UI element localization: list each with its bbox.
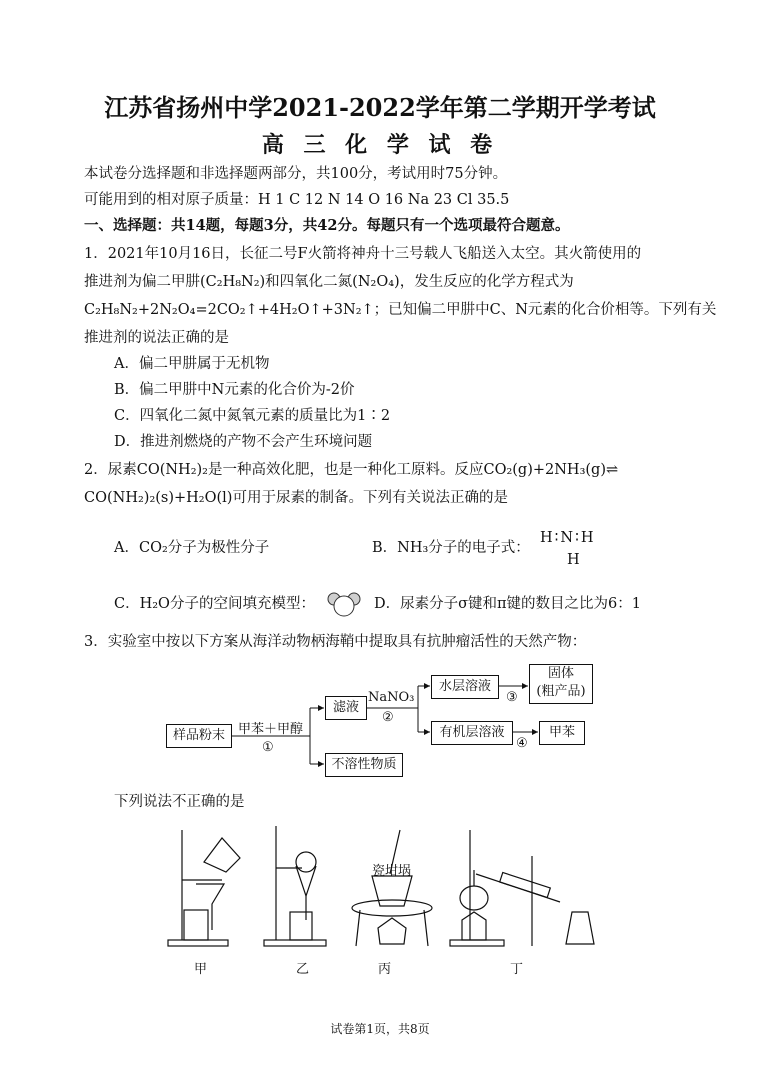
step-1-label: ①: [262, 740, 274, 755]
step-2-label: ②: [382, 710, 394, 725]
page-title: 江苏省扬州中学2021-2022学年第二学期开学考试: [104, 93, 656, 122]
step-4-label: ④: [516, 736, 528, 751]
step-3-label: ③: [506, 690, 518, 705]
toluene-box: 甲苯: [539, 721, 585, 745]
q1-line-2: 推进剂为偏二甲肼(C₂H₈N₂)和四氧化二氮(N₂O₄)，发生反应的化学方程式为: [84, 274, 574, 290]
crucible-label: 瓷坩埚: [372, 864, 412, 879]
q1-option-a: A．偏二甲肼属于无机物: [114, 356, 270, 372]
organic-layer-box: 有机层溶液: [431, 721, 513, 745]
q1-line-1: 1．2021年10月16日，长征二号F火箭将神舟十三号载人飞船送入太空。其火箭使用的: [84, 246, 642, 262]
apparatus-label-yi: 乙: [296, 962, 310, 977]
q2-option-b: B．NH₃分子的电子式：: [372, 540, 530, 556]
insoluble-box: 不溶性物质: [325, 753, 403, 777]
q3-line-1: 3．实验室中按以下方案从海洋动物柄海鞘中提取具有抗肿瘤活性的天然产物：: [84, 634, 587, 650]
reagent-toluene-methanol: 甲苯＋甲醇: [238, 722, 304, 737]
reagent-nano3: NaNO₃: [368, 690, 415, 705]
solid-label: 固体: [547, 666, 574, 681]
q2-line-1: 2．尿素CO(NH₂)₂是一种高效化肥，也是一种化工原料。反应CO₂(g)+2NH₃(g)⇌: [84, 462, 619, 478]
aqueous-layer-box: 水层溶液: [431, 675, 499, 699]
q1-option-b: B．偏二甲肼中N元素的化合价为-2价: [114, 382, 355, 398]
page-footer: 试卷第1页，共8页: [330, 1022, 430, 1036]
q2-option-a: A．CO₂分子为极性分子: [114, 540, 270, 556]
filtrate-box: 滤液: [325, 696, 367, 720]
q1-option-d: D．推进剂燃烧的产物不会产生环境问题: [114, 434, 373, 450]
q1-option-c: C．四氧化二氮中氮氧元素的质量比为1∶2: [114, 408, 391, 424]
q2-option-d: D．尿素分子σ键和π键的数目之比为6：1: [374, 596, 642, 612]
nh3-electron-formula: H∶N∶H: [540, 530, 596, 546]
q2-line-2: CO(NH₂)₂(s)+H₂O(l)可用于尿素的制备。下列有关说法正确的是: [84, 490, 508, 506]
sample-powder-box: 样品粉末: [166, 724, 232, 748]
crude-product-label: (粗产品): [536, 684, 586, 699]
q1-line-3: C₂H₈N₂+2N₂O₄=2CO₂↑+4H₂O↑+3N₂↑；已知偏二甲肼中C、N元素的化合价相等。下列有关: [84, 302, 717, 318]
apparatus-label-jia: 甲: [194, 962, 208, 977]
page-subtitle: 高 三 化 学 试 卷: [261, 132, 499, 158]
apparatus-label-ding: 丁: [510, 962, 524, 977]
apparatus-label-bing: 丙: [378, 962, 392, 977]
intro-line-1: 本试卷分选择题和非选择题两部分，共100分，考试用时75分钟。: [84, 166, 508, 182]
intro-line-2: 可能用到的相对原子质量：H 1 C 12 N 14 O 16 Na 23 Cl 35.5: [84, 192, 510, 208]
q3-question: 下列说法不正确的是: [114, 794, 245, 810]
section-heading: 一、选择题：共14题，每题3分，共42分。每题只有一个选项最符合题意。: [84, 217, 570, 234]
nh3-electron-formula-h: H: [567, 552, 580, 568]
q1-line-4: 推进剂的说法正确的是: [84, 330, 229, 346]
q2-option-c: C．H₂O分子的空间填充模型：: [114, 596, 315, 612]
